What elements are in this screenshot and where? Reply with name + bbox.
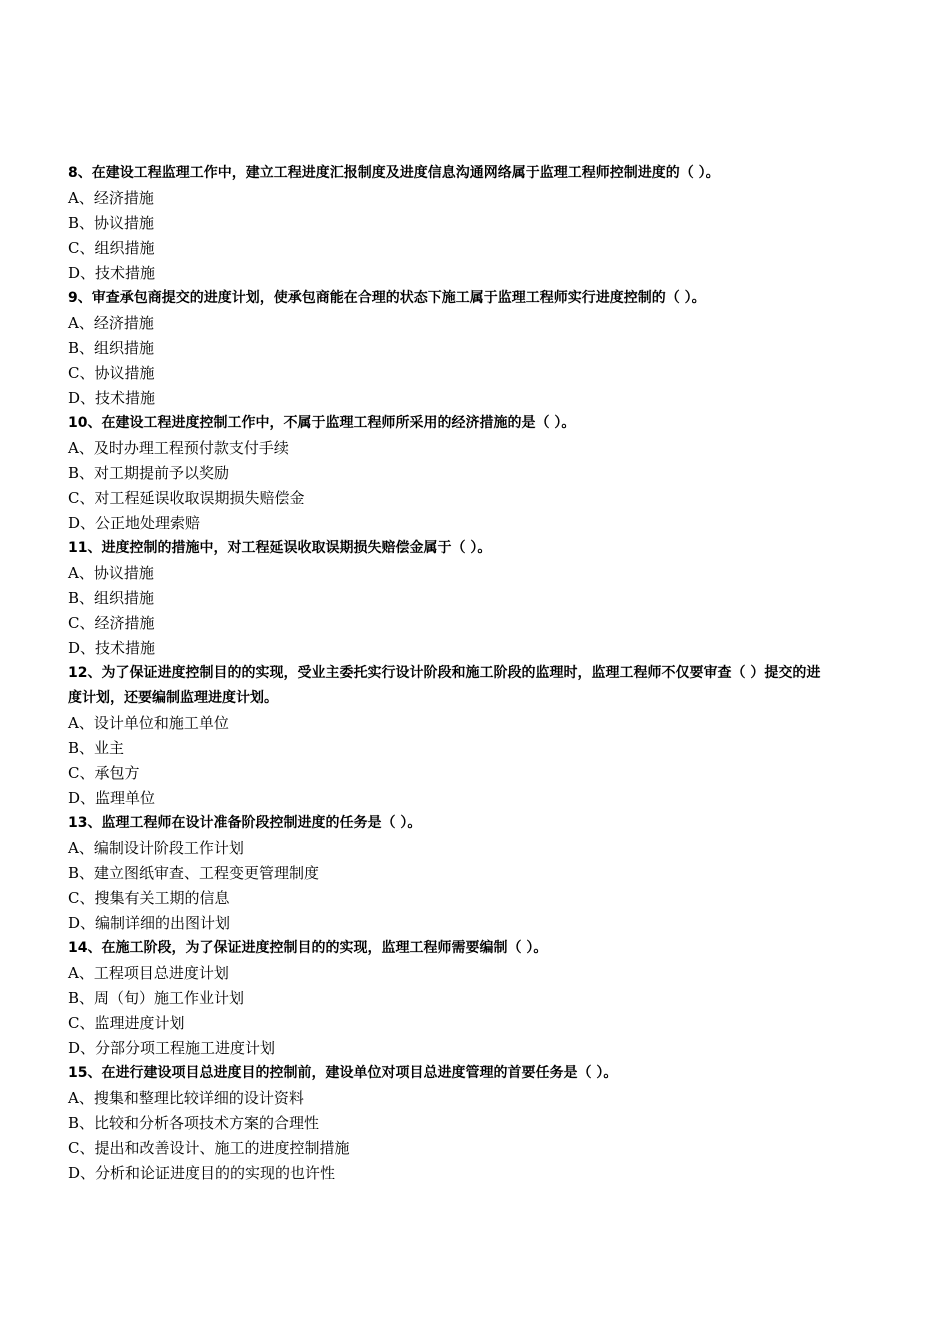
option-c: C、经济措施 [68, 614, 155, 632]
option-a: A、搜集和整理比较详细的设计资料 [68, 1089, 304, 1107]
question-9 [68, 286, 888, 411]
question-stem: 11、进度控制的措施中，对工程延误收取误期损失赔偿金属于（ ）。 [68, 540, 492, 556]
option-a: A、协议措施 [68, 564, 154, 582]
option-b: B、组织措施 [68, 339, 155, 357]
question-stem: 8、在建设工程监理工作中，建立工程进度汇报制度及进度信息沟通网络属于监理工程师控制进度的（ ）。 [68, 165, 720, 181]
option-c: C、承包方 [68, 764, 140, 782]
question-stem: 14、在施工阶段，为了保证进度控制目的的实现，监理工程师需要编制（ ）。 [68, 940, 548, 956]
option-b: B、组织措施 [68, 589, 155, 607]
question-stem: 15、在进行建设项目总进度目的控制前，建设单位对项目总进度管理的首要任务是（ ）。 [68, 1065, 618, 1081]
option-b: B、业主 [68, 739, 125, 757]
option-d: D、技术措施 [68, 639, 156, 657]
option-a: A、编制设计阶段工作计划 [68, 839, 244, 857]
option-c: C、组织措施 [68, 239, 155, 257]
option-b: B、对工期提前予以奖励 [68, 464, 230, 482]
option-c: C、搜集有关工期的信息 [68, 889, 230, 907]
option-d: D、技术措施 [68, 264, 156, 282]
option-d: D、技术措施 [68, 389, 156, 407]
option-c: C、监理进度计划 [68, 1014, 185, 1032]
question-stem: 12、为了保证进度控制目的的实现，受业主委托实行设计阶段和施工阶段的监理时，监理工程师不仅要审查（ ）提交的进度计划，还要编制监理进度计划。 [68, 665, 821, 706]
option-d: D、编制详细的出图计划 [68, 914, 231, 932]
option-b: B、比较和分析各项技术方案的合理性 [68, 1114, 320, 1132]
option-c: C、协议措施 [68, 364, 155, 382]
option-d: D、公正地处理索赔 [68, 514, 201, 532]
option-b: B、建立图纸审查、工程变更管理制度 [68, 864, 320, 882]
question-13 [68, 811, 888, 936]
question-12 [68, 661, 888, 811]
question-15 [68, 1061, 888, 1186]
option-b: B、周（旬）施工作业计划 [68, 989, 245, 1007]
question-14 [68, 936, 888, 1061]
option-b: B、协议措施 [68, 214, 155, 232]
option-a: A、经济措施 [68, 314, 154, 332]
option-c: C、提出和改善设计、施工的进度控制措施 [68, 1139, 350, 1157]
question-8 [68, 161, 888, 286]
option-c: C、对工程延误收取误期损失赔偿金 [68, 489, 305, 507]
option-d: D、分析和论证进度目的的实现的也许性 [68, 1164, 336, 1182]
option-a: A、经济措施 [68, 189, 154, 207]
question-stem: 9、审查承包商提交的进度计划，使承包商能在合理的状态下施工属于监理工程师实行进度控制的（ ）。 [68, 290, 706, 306]
question-stem: 10、在建设工程进度控制工作中，不属于监理工程师所采用的经济措施的是（ ）。 [68, 415, 576, 431]
question-10 [68, 411, 888, 536]
option-d: D、分部分项工程施工进度计划 [68, 1039, 276, 1057]
question-11 [68, 536, 888, 661]
question-list [68, 161, 888, 1186]
question-stem: 13、监理工程师在设计准备阶段控制进度的任务是（ ）。 [68, 815, 422, 831]
option-a: A、工程项目总进度计划 [68, 964, 229, 982]
option-a: A、设计单位和施工单位 [68, 714, 229, 732]
option-d: D、监理单位 [68, 789, 156, 807]
option-a: A、及时办理工程预付款支付手续 [68, 439, 289, 457]
